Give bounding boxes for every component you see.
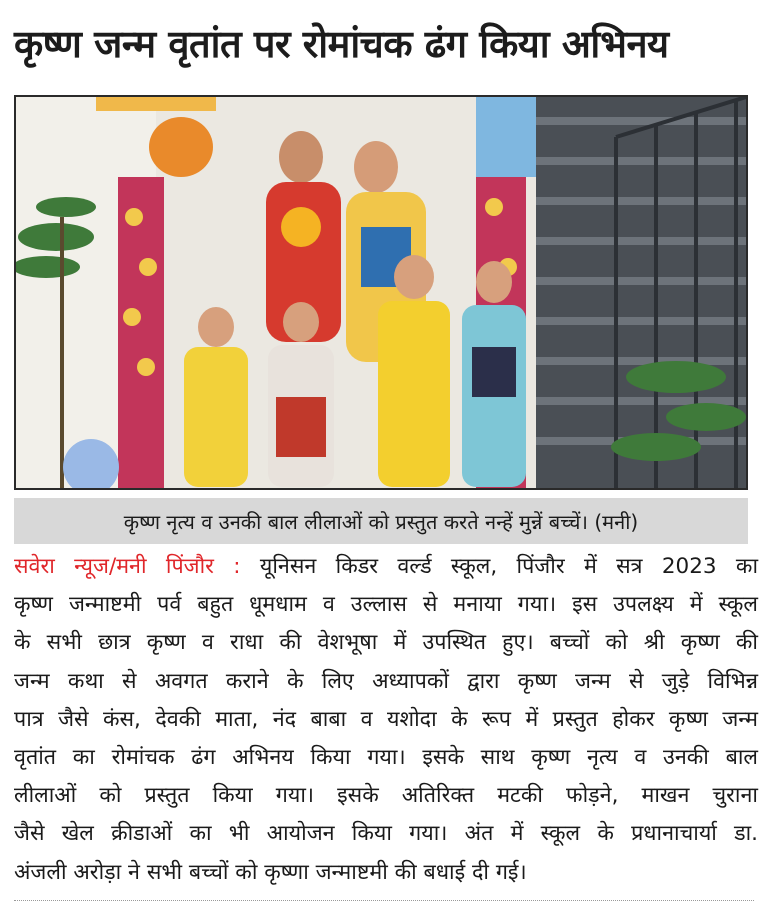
- article-photo: [14, 95, 748, 490]
- body-line-1: [14, 548, 758, 586]
- article-headline: कृष्ण जन्म वृतांत पर रोमांचक ढंग किया अभिनय: [14, 22, 669, 66]
- body-line-2: कृष्ण जन्माष्टमी पर्व बहुत धूमधाम व उल्लास से मनाया गया। इस उपलक्ष्य में स्कूल: [14, 592, 758, 618]
- body-line-5: पात्र जैसे कंस, देवकी माता, नंद बाबा व यशोदा के रूप में प्रस्तुत होकर कृष्ण जन्म: [14, 706, 758, 732]
- article-body: [14, 548, 758, 892]
- body-line-1-text: यूनिसन किडर वर्ल्ड स्कूल, पिंजौर में सत्र 2023 का: [240, 554, 759, 579]
- body-line-8: जैसे खेल क्रीडाओं का भी आयोजन किया गया। अंत में स्कूल के प्रधानाचार्या डा.: [14, 821, 758, 847]
- body-line-9: अंजली अरोड़ा ने सभी बच्चों को कृष्णा जन्माष्टमी की बधाई दी गई।: [14, 859, 527, 885]
- photo-caption: कृष्ण नृत्य व उनकी बाल लीलाओं को प्रस्तुत करते नन्हें मुन्नें बच्चें। (मनी): [14, 498, 748, 544]
- body-line-3: के सभी छात्र कृष्ण व राधा की वेशभूषा में उपस्थित हुए। बच्चों को श्री कृष्ण की: [14, 630, 758, 656]
- clipping-edge: [14, 900, 754, 905]
- body-line-4: जन्म कथा से अवगत कराने के लिए अध्यापकों द्वारा कृष्ण जन्म से जुड़े विभिन्न: [14, 668, 758, 694]
- byline: सवेरा न्यूज/मनी पिंजौर :: [14, 554, 241, 579]
- body-line-6: वृतांत का रोमांचक ढंग अभिनय किया गया। इसके साथ कृष्ण नृत्य व उनकी बाल: [14, 745, 758, 771]
- body-line-7: लीलाओं को प्रस्तुत किया गया। इसके अतिरिक्त मटकी फोड़ने, माखन चुराना: [14, 783, 758, 809]
